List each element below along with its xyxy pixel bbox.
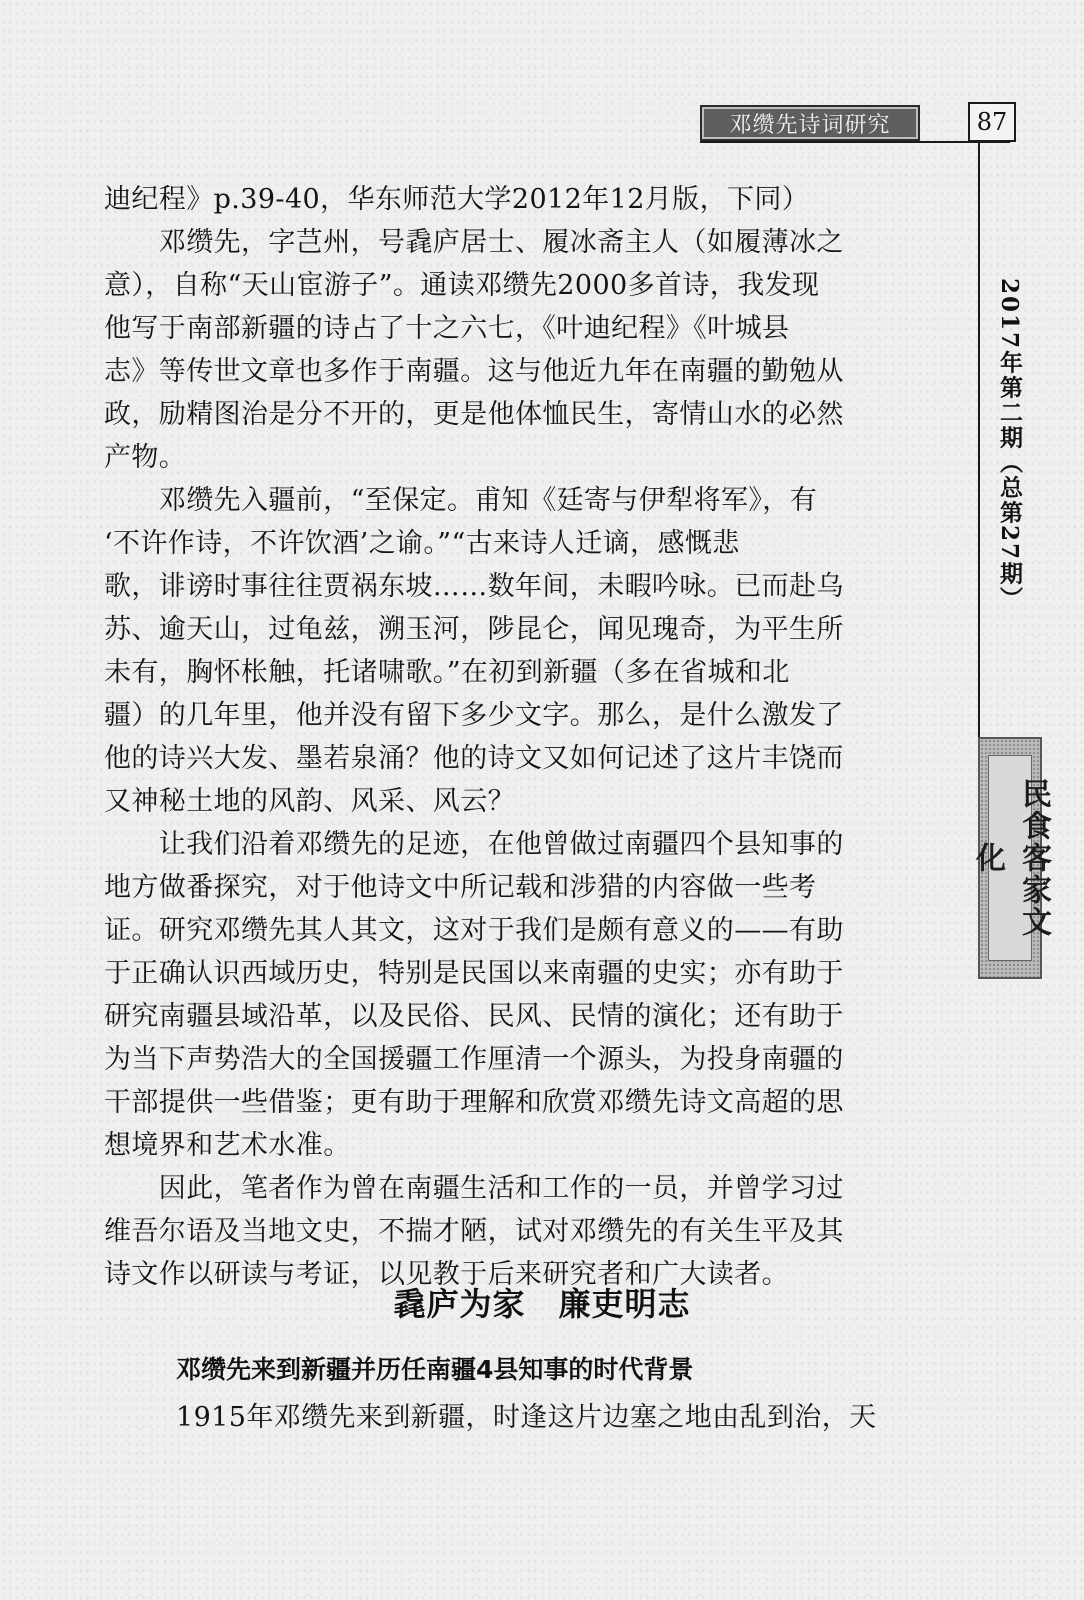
calligraphy-seal-panel	[970, 737, 1051, 979]
page-number: 87	[976, 108, 1008, 136]
body-line: 为当下声势浩大的全国援疆工作厘清一个源头，为投身南疆的	[104, 1044, 844, 1075]
body-line: 未有，胸怀枨触，托诸啸歌。”在初到新疆（多在省城和北	[104, 657, 790, 688]
page-number-box	[968, 102, 1016, 142]
header-rule	[700, 141, 1010, 143]
body-line: ‘不许作诗，不许饮酒’之谕。”“古来诗人迁谪，感慨悲	[104, 528, 740, 559]
body-line: 疆）的几年里，他并没有留下多少文字。那么，是什么激发了	[104, 700, 844, 731]
body-line: 维吾尔语及当地文史，不揣才陋，试对邓缵先的有关生平及其	[104, 1216, 844, 1247]
side-rule	[978, 141, 980, 741]
body-line: 于正确认识西域历史，特别是民国以来南疆的史实；亦有助于	[104, 958, 844, 989]
body-line: 他的诗兴大发、墨若泉涌？他的诗文又如何记述了这片丰饶而	[104, 743, 844, 774]
body-line: 让我们沿着邓缵先的足迹，在他曾做过南疆四个县知事的	[104, 829, 844, 860]
body-line: 产物。	[104, 442, 187, 473]
body-line: 志》等传世文章也多作于南疆。这与他近九年在南疆的勤勉从	[104, 356, 844, 387]
body-line: 研究南疆县域沿革，以及民俗、民风、民情的演化；还有助于	[104, 1001, 844, 1032]
section-heading: 毳庐为家 廉吏明志	[393, 1285, 691, 1323]
body-line: 干部提供一些借鉴；更有助于理解和欣赏邓缵先诗文高超的思	[104, 1087, 844, 1118]
body-line: 苏、逾天山，过龟兹，溯玉河，陟昆仑，闻见瑰奇，为平生所	[104, 614, 844, 645]
calligraphy-seal-text: 民食客家文化	[970, 778, 1051, 938]
issue-label: 2017年第二期（总第27期）	[996, 278, 1023, 612]
seal-inner-frame	[970, 755, 1051, 961]
running-header-title: 邓缵先诗词研究	[729, 112, 891, 138]
section-first-line-wrap	[176, 1396, 956, 1439]
body-line: 因此，笔者作为曾在南疆生活和工作的一员，并曾学习过	[104, 1173, 844, 1204]
body-line: 意），自称“天山宦游子”。通读邓缵先2000多首诗，我发现	[104, 270, 820, 301]
body-line: 1915年邓缵先来到新疆，时逢这片边塞之地由乱到治，天	[176, 1402, 877, 1433]
body-line: 他写于南部新疆的诗占了十之六七，《叶迪纪程》《叶城县	[104, 313, 790, 344]
article-body	[104, 178, 940, 1296]
running-header-banner	[700, 105, 920, 141]
body-line: 证。研究邓缵先其人其文，这对于我们是颇有意义的——有助	[104, 915, 844, 946]
body-line: 邓缵先，字芑州，号毳庐居士、履冰斋主人（如履薄冰之	[104, 227, 844, 258]
body-line: 歌，诽谤时事往往贾祸东坡……数年间，未暇吟咏。已而赴乌	[104, 571, 844, 602]
body-line: 又神秘土地的风韵、风采、风云？	[104, 786, 515, 817]
body-line: 邓缵先入疆前，“至保定。甫知《廷寄与伊犁将军》，有	[104, 485, 818, 516]
body-line: 诗文作以研读与考证，以见教于后来研究者和广大读者。	[104, 1259, 789, 1290]
body-line: 地方做番探究，对于他诗文中所记载和涉猎的内容做一些考	[104, 872, 817, 903]
body-line: 想境界和艺术水准。	[104, 1130, 351, 1161]
body-line: 迪纪程》p.39-40，华东师范大学2012年12月版，下同）	[104, 184, 810, 215]
body-line: 政，励精图治是分不开的，更是他体恤民生，寄情山水的必然	[104, 399, 844, 430]
section-subheading: 邓缵先来到新疆并历任南疆4县知事的时代背景	[176, 1355, 694, 1384]
